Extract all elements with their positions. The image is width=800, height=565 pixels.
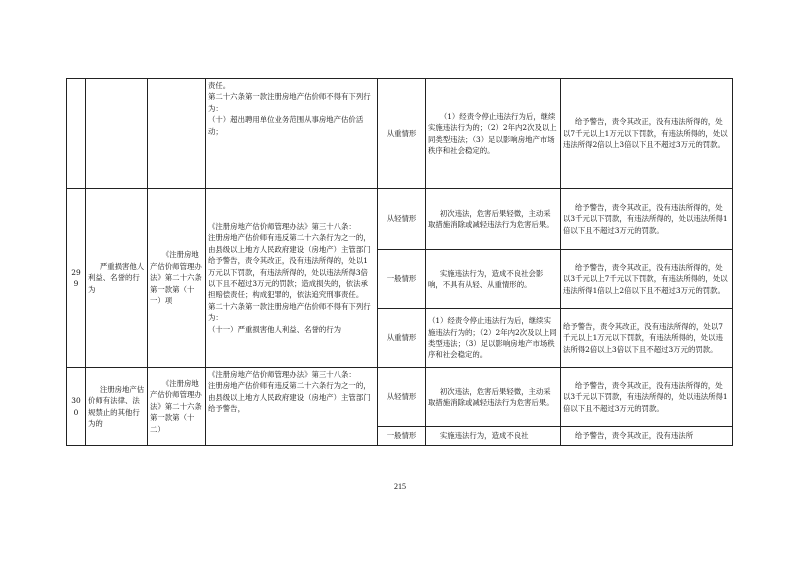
table-row [67, 368, 733, 427]
penalty-provision-cell: 《注册房地产估价师管理办法》第三十八条： 注册房地产估价师有违反第二十六条行为之一的，由县级以上地方人民政府建设（房地产）主管部门给予警告， [206, 368, 378, 446]
circumstance-description-cell: 初次违法，危害后果轻微，主动采取措施消除或减轻违法行为危害后果。 [426, 368, 561, 427]
penalty-standard-cell: 给予警告，责令其改正，没有违法所得的，处以3千元以上7千元以下罚款，有违法所得的，处以违法所得1倍以上2倍以下且不超过3万元的罚款。 [561, 250, 733, 309]
circumstance-description-cell: （1）经责令停止违法行为后，继续实施违法行为的；（2）2年内2次及以上同类型违法；（3）足以影响房地产市场秩序和社会稳定的。 [426, 309, 561, 368]
penalty-standards-table [66, 78, 733, 446]
penalty-standard-cell: 给予警告，责令其改正，没有违法所得的，处以7千元以上1万元以下罚款，有违法所得的，处以违法所得2倍以上3倍以下且不超过3万元的罚款。 [561, 309, 733, 368]
violation-behavior-cell: 严重损害他人利益、名誉的行为 [86, 189, 148, 368]
violation-behavior-cell [86, 79, 148, 189]
penalty-provision-cell: 《注册房地产估价师管理办法》第三十八条： 注册房地产估价师有违反第二十六条行为之一的，由县级以上地方人民政府建设（房地产）主管部门给予警告，责令其改正，没有违法所得的，处以1万元以下罚款，有违法所得的，处以违法所得3倍以下且不超过3万元的罚款；造成损失的，依法承担赔偿责任；构成犯罪的，依法追究刑事责任。 第二十六条第一款注册房地产估价师不得有下列行为： （十一）严重损害他人利益、名誉的行为 [206, 189, 378, 368]
circumstance-description-cell: （1）经责令停止违法行为后，继续实施违法行为的；（2）2年内2次及以上同类型违法；（3）足以影响房地产市场秩序和社会稳定的。 [426, 79, 561, 189]
legal-basis-cell [148, 79, 206, 189]
penalty-provision-cell: 责任。 第二十六条第一款注册房地产估价师不得有下列行为： （十）超出聘用单位业务范围从事房地产估价活动； [206, 79, 378, 189]
circumstance-level-cell: 从轻情形 [378, 368, 426, 427]
table-row [67, 189, 733, 250]
circumstance-description-cell: 初次违法，危害后果轻微，主动采取措施消除或减轻违法行为危害后果。 [426, 189, 561, 250]
circumstance-level-cell: 从重情形 [378, 79, 426, 189]
circumstance-level-cell: 一般情形 [378, 427, 426, 446]
legal-basis-cell: 《注册房地产估价师管理办法》第二十六条第一款第（十一）项 [148, 189, 206, 368]
item-number-cell: 300 [67, 368, 86, 446]
penalty-standard-cell: 给予警告，责令其改正，没有违法所 [561, 427, 733, 446]
circumstance-description-cell: 实施违法行为，造成不良社会影响，不具有从轻、从重情形的。 [426, 250, 561, 309]
circumstance-level-cell: 一般情形 [378, 250, 426, 309]
penalty-standard-cell: 给予警告，责令其改正，没有违法所得的，处以3千元以下罚款，有违法所得的，处以违法所得1倍以下且不超过3万元的罚款。 [561, 368, 733, 427]
legal-basis-cell: 《注册房地产估价师管理办法》第二十六条第一款第（十二） [148, 368, 206, 446]
circumstance-description-cell: 实施违法行为，造成不良社 [426, 427, 561, 446]
table-row [67, 79, 733, 189]
page-number: 215 [394, 482, 406, 491]
circumstance-level-cell: 从轻情形 [378, 189, 426, 250]
violation-behavior-cell: 注册房地产估价师有法律、法规禁止的其他行为的 [86, 368, 148, 446]
penalty-standard-cell: 给予警告，责令其改正，没有违法所得的，处以3千元以下罚款，有违法所得的，处以违法所得1倍以下且不超过3万元的罚款。 [561, 189, 733, 250]
penalty-standard-cell: 给予警告，责令其改正，没有违法所得的，处以7千元以上1万元以下罚款，有违法所得的，处以违法所得2倍以上3倍以下且不超过3万元的罚款。 [561, 79, 733, 189]
circumstance-level-cell: 从重情形 [378, 309, 426, 368]
item-number-cell [67, 79, 86, 189]
item-number-cell: 299 [67, 189, 86, 368]
